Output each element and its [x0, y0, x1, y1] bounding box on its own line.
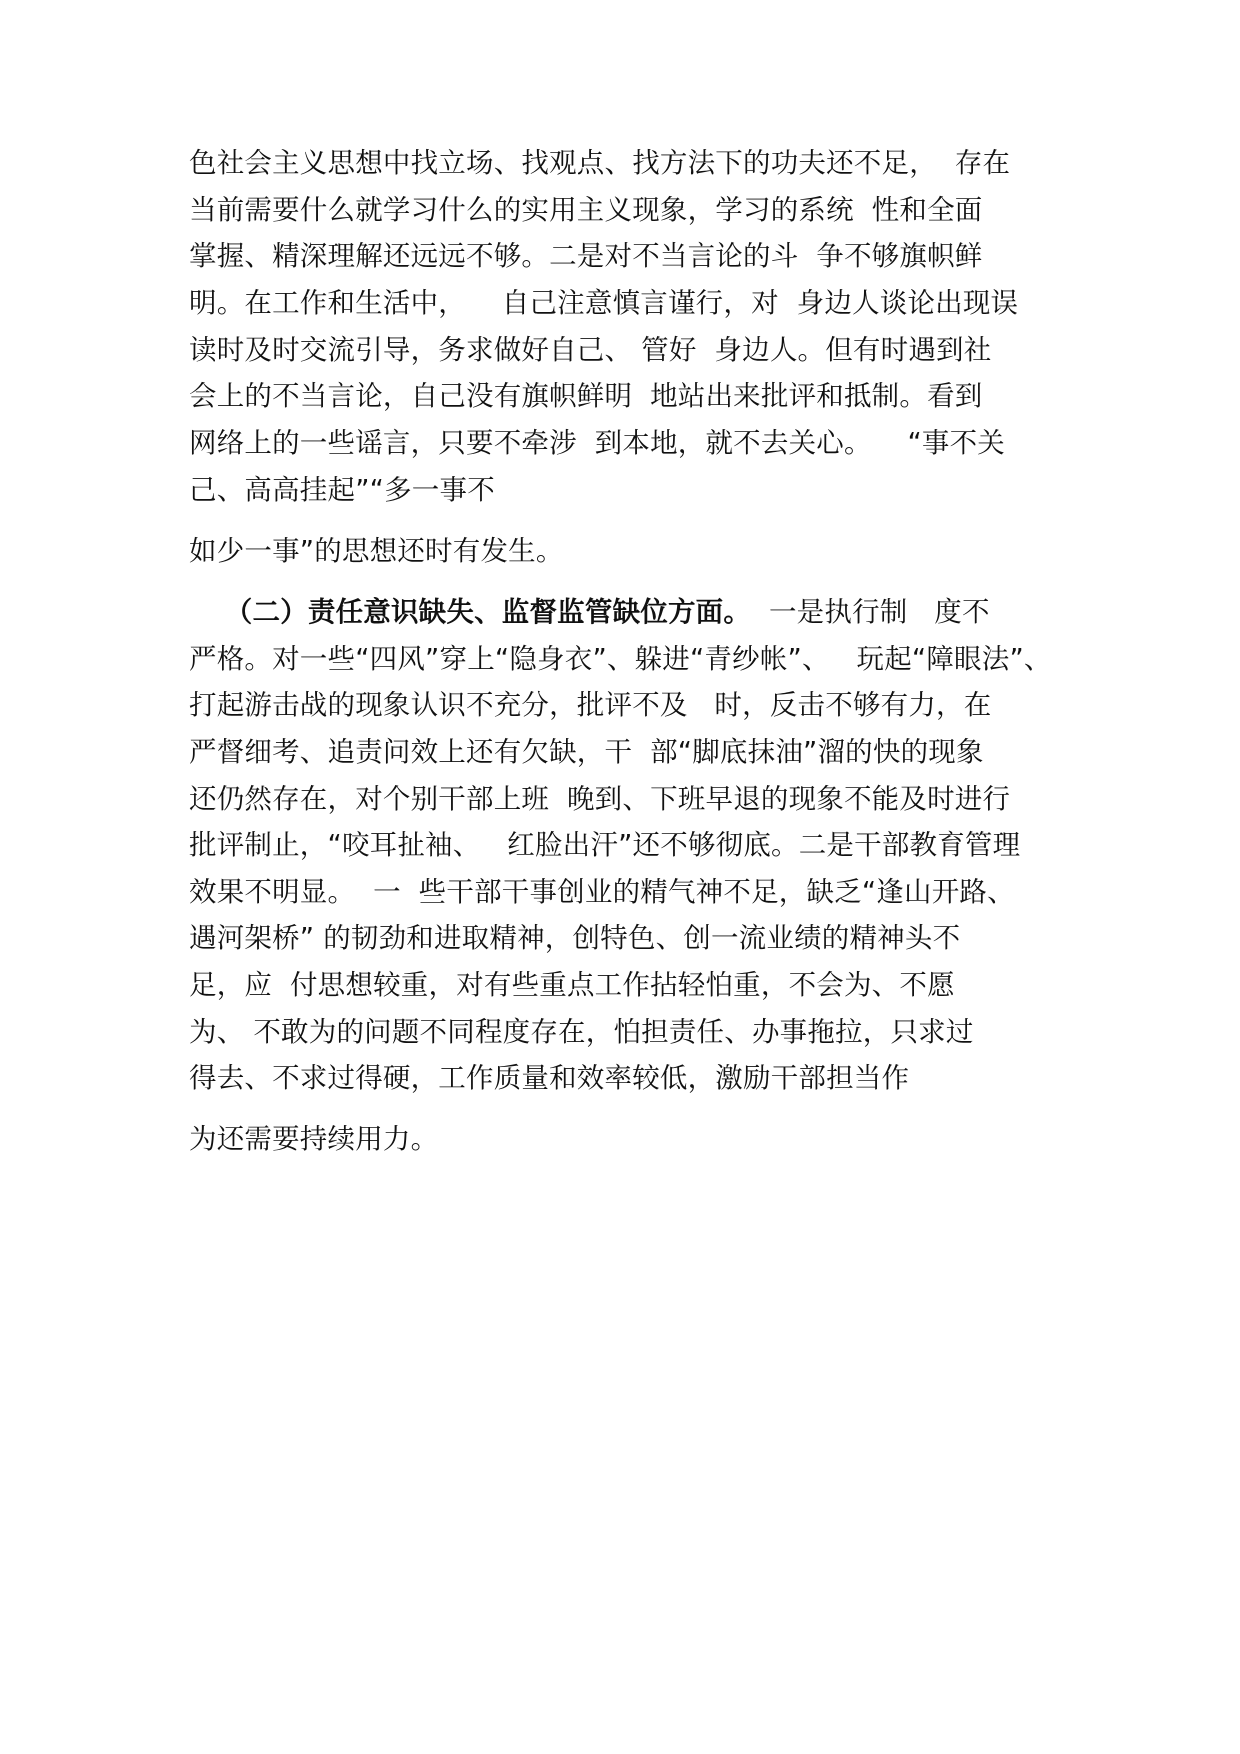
- body-text-line: 读时及时交流引导，务求做好自己、 管好 身边人。但有时遇到社: [189, 334, 992, 366]
- body-text-line: 己、高高挂起”“多一事不: [189, 474, 495, 506]
- body-text-line: 足，应 付思想较重，对有些重点工作拈轻怕重，不会为、不愿: [189, 969, 955, 1001]
- body-text-line: 遇河架桥” 的韧劲和进取精神，创特色、创一流业绩的精神头不: [189, 922, 961, 954]
- section-heading-line: [189, 596, 990, 628]
- body-text-line: 明。在工作和生活中， 自己注意慎言谨行，对 身边人谈论出现误: [189, 287, 1019, 319]
- body-text-line: 为还需要持续用力。: [189, 1123, 439, 1155]
- body-text-line: 批评制止，“咬耳扯袖、 红脸出汗”还不够彻底。二是干部教育管理: [189, 829, 1021, 861]
- body-text-line: 如少一事”的思想还时有发生。: [189, 535, 564, 567]
- body-text-line: 当前需要什么就学习什么的实用主义现象，学习的系统 性和全面: [189, 194, 983, 226]
- body-text-line: 严格。对一些“四风”穿上“隐身衣”、躲进“青纱帐”、 玩起“障眼法”、: [189, 643, 1052, 675]
- body-text-line: 打起游击战的现象认识不充分，批评不及 时，反击不够有力，在: [189, 689, 992, 721]
- body-text-line: 会上的不当言论，自己没有旗帜鲜明 地站出来批评和抵制。看到: [189, 380, 983, 412]
- body-text-line: 严督细考、追责问效上还有欠缺，干 部“脚底抹油”溜的快的现象: [189, 736, 984, 768]
- paragraph-indent: [189, 596, 225, 628]
- body-text-line: 掌握、精深理解还远远不够。二是对不当言论的斗 争不够旗帜鲜: [189, 240, 983, 272]
- body-text-line: 网络上的一些谣言，只要不牵涉 到本地，就不去关心。 “事不关: [189, 427, 1005, 459]
- body-text-line: 为、 不敢为的问题不同程度存在，怕担责任、办事拖拉，只求过: [189, 1016, 974, 1048]
- section-heading: （二）责任意识缺失、监督监管缺位方面。: [224, 596, 752, 628]
- body-text-line: 得去、不求过得硬，工作质量和效率较低，激励干部担当作: [189, 1062, 910, 1094]
- body-text-line: 效果不明显。 一 些干部干事创业的精气神不足，缺乏“逢山开路、: [189, 876, 1015, 908]
- body-text-line: 色社会主义思想中找立场、找观点、找方法下的功夫还不足， 存在: [189, 147, 1011, 179]
- body-text-line: 还仍然存在，对个别干部上班 晚到、下班早退的现象不能及时进行: [189, 783, 1011, 815]
- body-text: 一是执行制 度不: [751, 596, 990, 628]
